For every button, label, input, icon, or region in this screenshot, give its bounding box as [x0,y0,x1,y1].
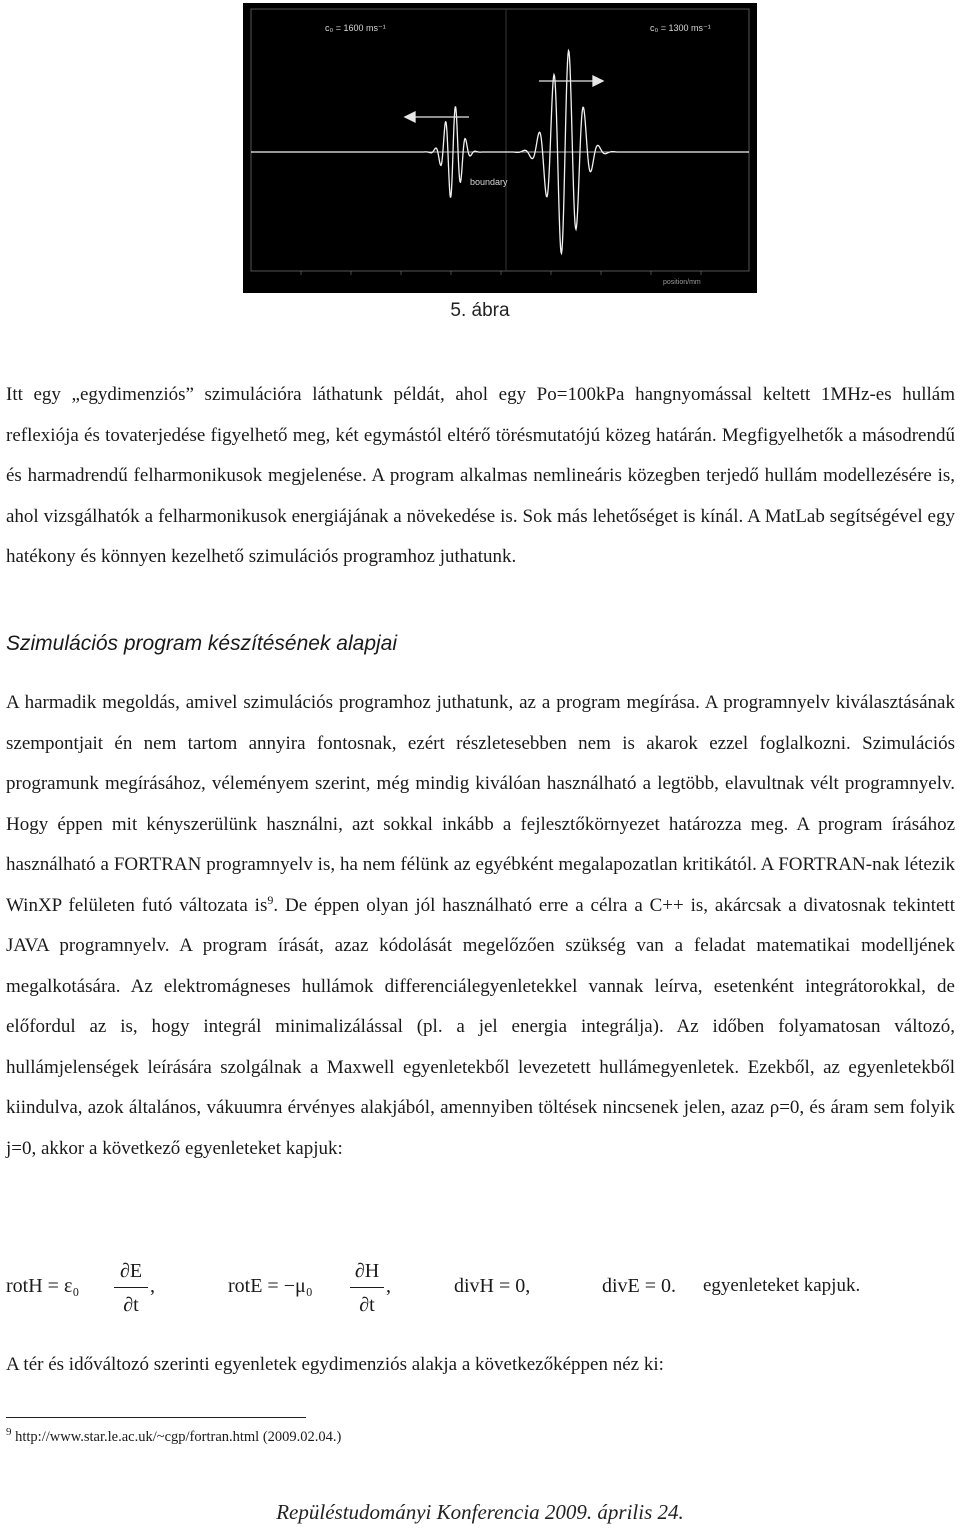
footnote-number: 9 [6,1426,12,1438]
equation-rot-h-denominator: ∂t [123,1294,139,1316]
axis-ticks [301,271,701,275]
footnote-separator [6,1417,306,1418]
speed-label-right: c₀ = 1300 ms⁻¹ [650,23,711,33]
plot-frame [251,9,749,271]
wave-simulation-figure [243,3,757,293]
equation-rot-h-numerator: ∂E [114,1255,148,1288]
equation-rot-h-fraction [114,1255,148,1320]
equation-rot-e-lhs: rotE = −μ₀ [228,1275,313,1297]
paragraph-2-part-2: . De éppen olyan jól használható erre a célra a C++ is, akárcsak a divatosnak tekintett JAVA programnyelv. A program írását, azaz kódolását megelőzően szükség van a feladat matematikai modelljének megalkotására. Az elektromágneses hullámok differenciálegyenletekkel vannak leírva, esetenként integrátorokkal, de előfordul az is, hogy integrál minimalizálással (pl. a jel energia integrálja). Az időben folyamatosan változó, hullámjelenségek leírására szolgálnak a Maxwell egyenletekből levezetett hullámegyenletek. Ezekből, az egyenletekből kiindulva, azok általános, vákuumra érvényes alakjából, amennyiben töltések nincsenek jelen, azaz ρ=0, és áram sem folyik j=0, akkor a következő egyenleteket kapjuk: [6,894,955,1159]
boundary-label: boundary [470,177,508,187]
wave-plot [243,3,757,293]
paragraph-2-part-1: A harmadik megoldás, amivel szimulációs programhoz juthatunk, az a program megírása. A programnyelv kiválasztásának szempontjait én nem tartom annyira fontosnak, ezért részletesebben nem is akarok ezzel foglalkozni. Szimulációs programunk megírásához, véleményem szerint, még mindig kiválóan használható a legtöbb, elavultnak vélt programnyelv. Hogy éppen mit kényszerülünk használni, azt sokkal inkább a fejlesztőkörnyezet határozza meg. A program írásához használható a FORTRAN programnyelv is, ha nem félünk az egyébként megalapozatlan kritikától. A FORTRAN-nak létezik WinXP felületen futó változata is [6,692,955,916]
paragraph-3: A tér és időváltozó szerinti egyenletek egydimenziós alakja a következőképpen néz ki: [6,1354,664,1375]
equation-rot-e-numerator: ∂H [350,1255,384,1288]
speed-label-left: c₀ = 1600 ms⁻¹ [325,23,386,33]
paragraph-2 [6,683,955,1169]
footnote [6,1427,341,1447]
paragraph-1: Itt egy „egydimenziós” szimulációra láthatunk példát, ahol egy Po=100kPa hangnyomással keltett 1MHz-es hullám reflexiója és tovaterjedése figyelhető meg, két egymástól eltérő törésmutatójú közeg határán. Megfigyelhetők a másodrendű és harmadrendű felharmonikusok megjelenése. A program alkalmas nemlineáris közegben terjedő hullám modellezésére is, ahol vizsgálhatók a felharmonikusok energiájának a növekedése is. Sok más lehetőséget is kínál. A MatLab segítségével egy hatékony és könnyen kezelhető szimulációs programhoz juthatunk. [6,384,955,567]
maxwell-equations [6,1255,955,1325]
page-footer: Repüléstudományi Konferencia 2009. április 24. [276,1500,684,1524]
equation-rot-h-lhs: rotH = ε₀ [6,1275,80,1297]
equation-div-e: divE = 0. [602,1275,677,1297]
equation-rot-e-denominator: ∂t [359,1294,375,1316]
equation-div-h: divH = 0, [454,1275,531,1297]
footnote-link[interactable]: http://www.star.le.ac.uk/~cgp/fortran.html (2009.02.04.) [15,1429,342,1445]
equation-rot-h-comma: , [150,1275,155,1297]
equation-tail-text: egyenleteket kapjuk. [703,1275,861,1296]
equation-rot-e-comma: , [386,1275,391,1297]
footnote-reference[interactable]: 9 [267,892,274,907]
section-heading: Szimulációs program készítésének alapjai [6,632,398,655]
equation-rot-e-fraction [350,1255,384,1320]
x-axis-label: position/mm [663,279,701,286]
figure-caption: 5. ábra [450,300,510,321]
